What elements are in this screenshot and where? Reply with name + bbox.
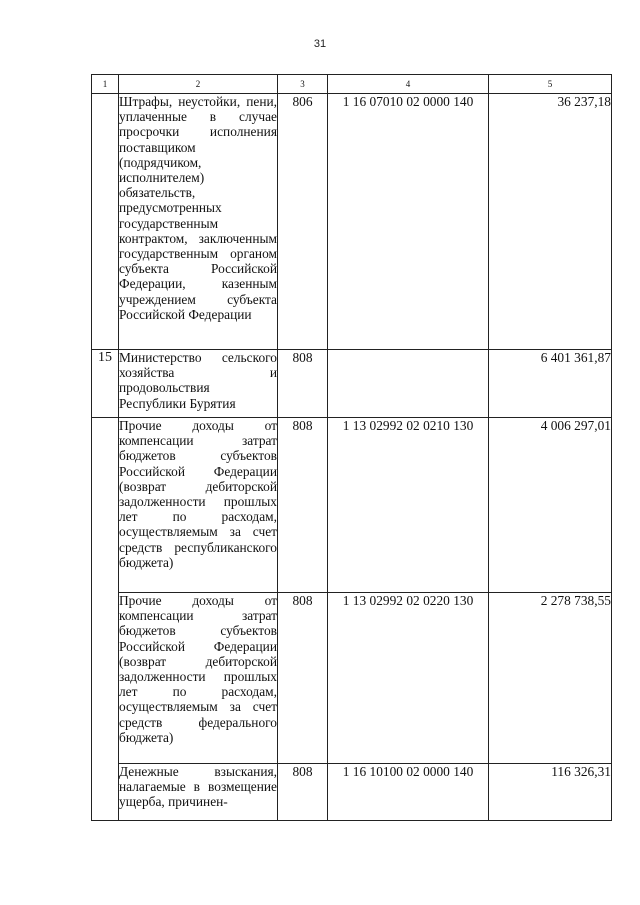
row-description: Министерство сельского хозяйства и продовольствия Республики Бурятия xyxy=(119,350,278,418)
page-number: 31 xyxy=(313,38,327,50)
row-description: Штрафы, неустойки, пени, уплаченные в случае просрочки исполнения поставщиком (подрядчиком, исполнителем) обязательств, предусмотренных государственным контрактом, заключенным государственным органом субъекта Российской Федерации, казенным учреждением субъекта Российской Федерации xyxy=(119,94,278,350)
row-admin-code: 808 xyxy=(278,764,328,821)
table-header-row xyxy=(92,75,612,94)
row-amount: 4 006 297,01 xyxy=(489,418,612,593)
row-description: Прочие доходы от компенсации затрат бюджетов субъектов Российской Федерации (возврат дебиторской задолженности прошлых лет по расходам, осуществляемым за счет средств федерального бюджета) xyxy=(119,593,278,764)
row-number: 15 xyxy=(92,350,119,418)
row-budget-code: 1 13 02992 02 0210 130 xyxy=(328,418,489,593)
header-col-3: 3 xyxy=(278,75,328,94)
table-row xyxy=(92,764,612,821)
row-admin-code: 808 xyxy=(278,593,328,764)
header-col-4: 4 xyxy=(328,75,489,94)
table-row xyxy=(92,418,612,593)
row-budget-code: 1 16 07010 02 0000 140 xyxy=(328,94,489,350)
row-description: Прочие доходы от компенсации затрат бюджетов субъектов Российской Федерации (возврат дебиторской задолженности прошлых лет по расходам, осуществляемым за счет средств республиканского бюджета) xyxy=(119,418,278,593)
row-amount: 6 401 361,87 xyxy=(489,350,612,418)
header-col-2: 2 xyxy=(119,75,278,94)
row-description: Денежные взыскания, налагаемые в возмещение ущерба, причинен- xyxy=(119,764,278,821)
row-admin-code: 808 xyxy=(278,350,328,418)
row-amount: 116 326,31 xyxy=(489,764,612,821)
row-amount: 36 237,18 xyxy=(489,94,612,350)
row-budget-code xyxy=(328,350,489,418)
row-budget-code: 1 13 02992 02 0220 130 xyxy=(328,593,489,764)
table-row xyxy=(92,350,612,418)
header-col-5: 5 xyxy=(489,75,612,94)
row-admin-code: 806 xyxy=(278,94,328,350)
revenue-table xyxy=(91,74,612,821)
row-amount: 2 278 738,55 xyxy=(489,593,612,764)
row-number xyxy=(92,418,119,821)
row-budget-code: 1 16 10100 02 0000 140 xyxy=(328,764,489,821)
header-col-1: 1 xyxy=(92,75,119,94)
row-number xyxy=(92,94,119,350)
row-admin-code: 808 xyxy=(278,418,328,593)
table-row xyxy=(92,593,612,764)
table-row xyxy=(92,94,612,350)
